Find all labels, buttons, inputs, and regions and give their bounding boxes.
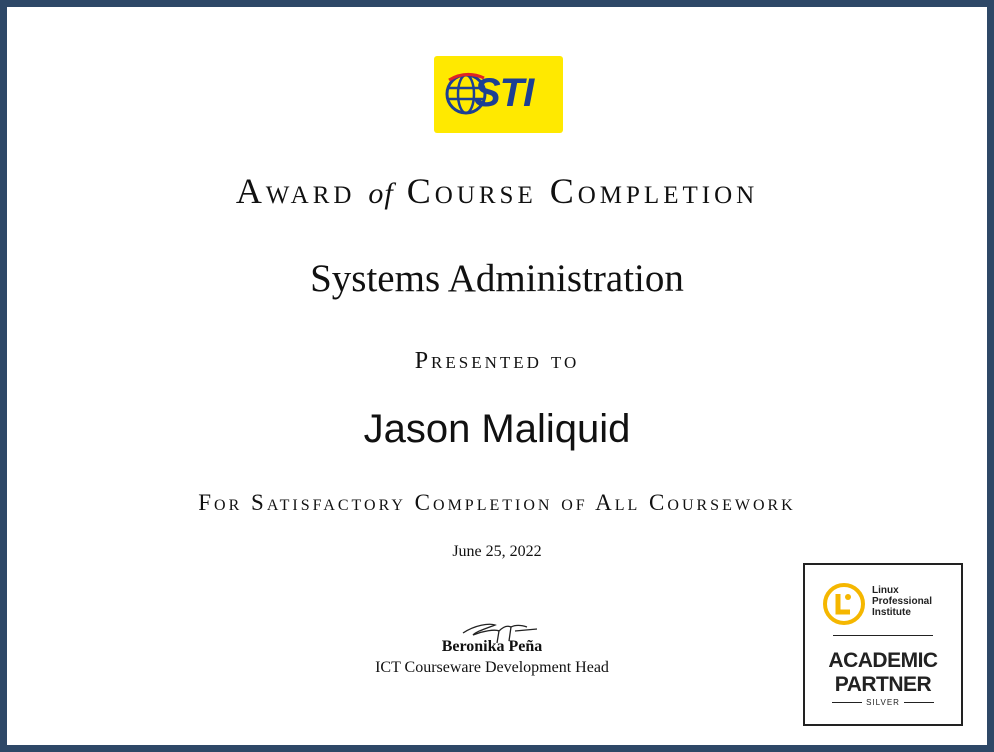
lpi-academic-label: ACADEMIC — [828, 649, 938, 672]
award-date: June 25, 2022 — [452, 543, 542, 560]
award-title-part1: Award — [235, 171, 369, 211]
award-title-part2: Course Completion — [393, 171, 759, 211]
lpi-logo-icon — [823, 583, 865, 625]
lpi-tier-label: SILVER — [866, 698, 900, 707]
lpi-org-name — [872, 585, 952, 618]
signatory-title: ICT Courseware Development Head — [375, 659, 609, 676]
lpi-org-line: Institute — [872, 607, 911, 618]
lpi-tier — [805, 698, 961, 708]
lpi-academic-partner-badge — [803, 563, 963, 726]
lpi-partner-label: PARTNER — [834, 673, 932, 696]
lpi-org-line: Professional — [872, 596, 933, 607]
award-title-of: of — [368, 177, 394, 210]
lpi-divider — [833, 635, 933, 636]
lpi-partner-title — [805, 649, 961, 697]
award-title — [7, 165, 987, 220]
sti-logo-text: STI — [474, 71, 534, 115]
presented-to-label: Presented to — [414, 348, 580, 374]
lpi-org-line: Linux — [872, 585, 899, 596]
course-name: Systems Administration — [310, 257, 684, 300]
sti-logo — [434, 56, 563, 133]
signatory-name: Beronika Peña — [441, 638, 543, 655]
recipient-name: Jason Maliquid — [363, 407, 631, 451]
completion-statement: For Satisfactory Completion of All Coursework — [198, 490, 796, 515]
